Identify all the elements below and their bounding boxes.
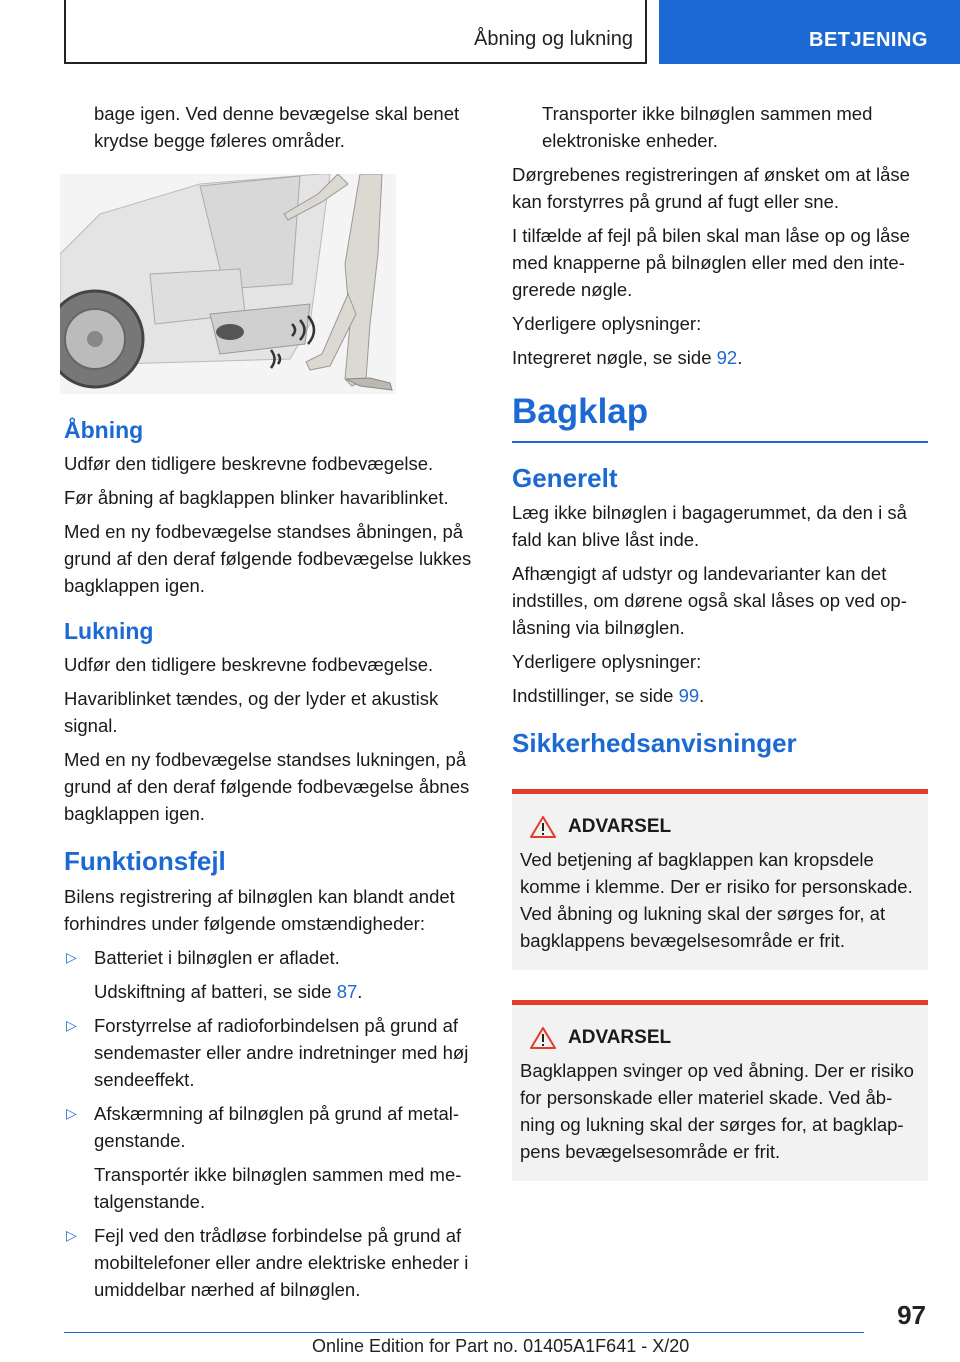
warning-text: Ved betjening af bagklappen kan kropsdele komme i klemme. Der er risiko for personskade. Ved åbning og lukning skal der sørges for, at bagklappens bevægelsesområde er frit. [520, 849, 913, 951]
list-item [64, 1222, 478, 1303]
page-link-99[interactable]: 99 [678, 685, 700, 706]
right-text-1: Dørgrebenes registreringen af ønsket om at låse kan forstyrres på grund af fugt eller sne. [512, 164, 910, 212]
heading-safety: Sikkerhedsanvisninger [512, 728, 797, 758]
opening-text-1: Udfør den tidligere beskrevne fodbevægelse. [64, 453, 434, 474]
list-item-text: Afskærmning af bilnøglen på grund af metalgenstande. [94, 1103, 460, 1151]
malfunction-list [64, 944, 478, 1303]
warning-box [512, 1000, 928, 1181]
opening-text-2: Før åbning af bagklappen blinker havariblinket. [64, 487, 449, 508]
warning-label: ADVARSEL [568, 816, 672, 837]
page-number: 97 [897, 1300, 926, 1330]
general-text-2: Afhængigt af udstyr og landevarianter kan det indstilles, om dørene også skal låses op ved oplåsning via bilnøglen. [512, 563, 907, 638]
list-item [64, 1012, 478, 1093]
list-item-subtext: Transportér ikke bilnøglen sammen med metalgenstande. [94, 1164, 462, 1212]
general-text-1: Læg ikke bilnøglen i bagagerummet, da den i så fald kan blive låst inde. [512, 502, 907, 550]
warning-box [512, 789, 928, 970]
heading-closing: Lukning [64, 618, 154, 644]
warning-triangle-icon [530, 816, 556, 838]
triangle-bullet-icon: ▷ [66, 1017, 77, 1033]
header-chapter-tab [659, 0, 960, 64]
general-text-3: Yderligere oplysninger: [512, 651, 702, 672]
opening-text-3: Med en ny fodbevægelse standses åbningen, på grund af den deraf følgende fodbevægelse lukkes bagklappen igen. [64, 521, 472, 596]
header-chapter-title: BETJENING [809, 29, 928, 51]
header-section-title: Åbning og lukning [473, 28, 633, 50]
warning-title [520, 1027, 920, 1049]
footer-edition-text: Online Edition for Part no. 01405A1F641 - X/20 [312, 1336, 690, 1356]
list-item-text: Batteriet i bilnøglen er afladet. [94, 947, 340, 968]
heading-tailgate: Bagklap [512, 389, 928, 443]
right-text-4: Integreret nøgle, se side 92. [512, 347, 743, 368]
closing-text-3: Med en ny fodbevægelse standses lukningen, på grund af den deraf følgende fodbevægelse åbnes bagklappen igen. [64, 749, 470, 824]
list-item [64, 944, 478, 1005]
list-item-text: Fejl ved den trådløse forbindelse på grund af mobiltelefoner eller andre elektriske enheder i umiddelbar nærhed af bilnøglen. [94, 1225, 469, 1300]
list-item-subtext: Udskiftning af batteri, se side 87. [94, 981, 363, 1002]
warning-label: ADVARSEL [568, 1027, 672, 1048]
right-text-3: Yderligere oplysninger: [512, 313, 702, 334]
heading-general: Generelt [512, 463, 618, 493]
intro-text: bage igen. Ved denne bevægelse skal benet krydse begge føleres områder. [94, 103, 460, 151]
triangle-bullet-icon: ▷ [66, 1227, 77, 1243]
closing-text-1: Udfør den tidligere beskrevne fodbevægelse. [64, 654, 434, 675]
car-rear-illustration [60, 174, 396, 394]
malfunction-text: Bilens registrering af bilnøglen kan blandt andet forhindres under følgende omstændigheder: [64, 886, 455, 934]
heading-opening: Åbning [64, 417, 144, 443]
right-text-2: I tilfælde af fejl på bilen skal man låse op og låse med knapperne på bilnøglen eller med den integrerede nøgle. [512, 225, 910, 300]
warning-text: Bagklappen svinger op ved åbning. Der er risiko for personskade eller materiel skade. Ved åbning og lukning skal der sørges for, at bagklappens bevægelsesområde er frit. [520, 1060, 914, 1162]
warning-triangle-icon [530, 1027, 556, 1049]
carry-over-text: Transporter ikke bilnøglen sammen med elektroniske enheder. [542, 103, 873, 151]
list-item-text: Forstyrrelse af radioforbindelsen på grund af sendemaster eller andre indretninger med høj sendeeffekt. [94, 1015, 469, 1090]
closing-text-2: Havariblinket tændes, og der lyder et akustisk signal. [64, 688, 439, 736]
warning-title [520, 816, 920, 838]
header-section-box [64, 0, 647, 64]
footer-divider [64, 1332, 864, 1333]
right-column [512, 100, 928, 1181]
list-item [64, 1100, 478, 1215]
left-column [64, 100, 478, 1310]
general-text-4: Indstillinger, se side 99. [512, 685, 705, 706]
triangle-bullet-icon: ▷ [66, 1105, 77, 1121]
illustration-foot-gesture-tailgate [60, 174, 396, 394]
page-link-87[interactable]: 87 [336, 981, 358, 1002]
triangle-bullet-icon: ▷ [66, 949, 77, 965]
heading-malfunction: Funktionsfejl [64, 846, 226, 876]
page-link-92[interactable]: 92 [716, 347, 738, 368]
